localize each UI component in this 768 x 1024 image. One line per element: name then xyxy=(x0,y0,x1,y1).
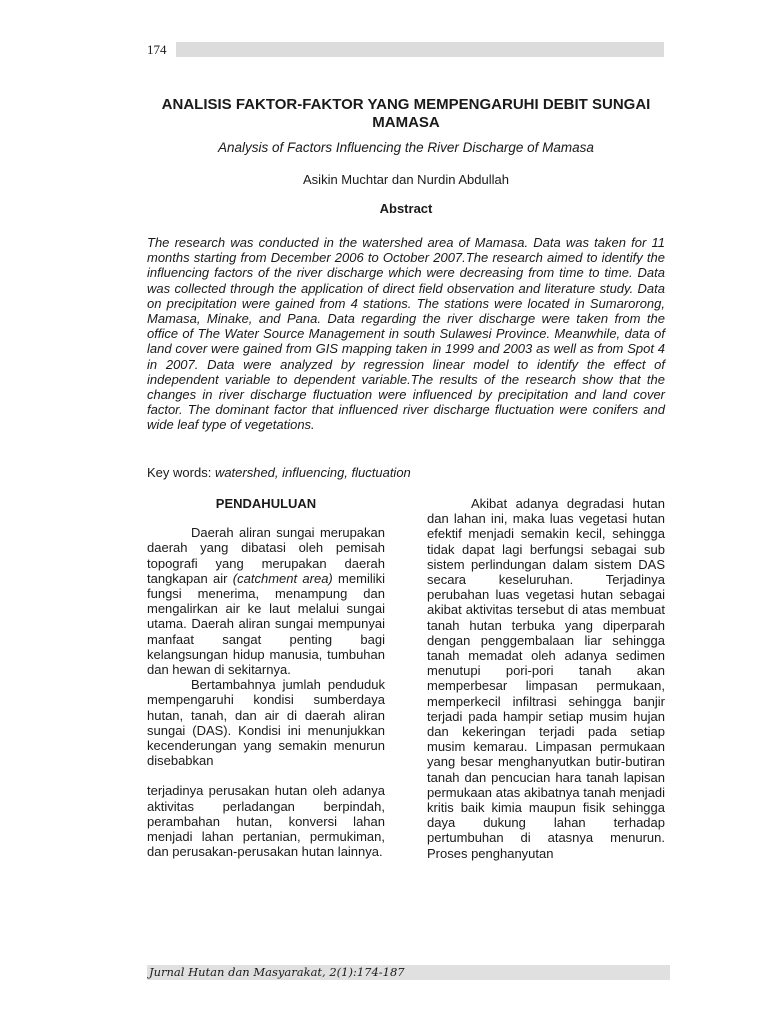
paragraph-degradation: Akibat adanya degradasi hutan dan lahan ini, maka luas vegetasi hutan efektif menjadi semakin kecil, sehingga tidak dapat lagi berfungsi sebagai sub sistem perlindungan dalam sistem DAS secara keseluruhan. Terjadinya perubahan luas vegetasi hutan sebagai akibat aktivitas tersebut di atas membuat tanah hutan terbuka yang diperparah dengan penggembalaan liar sehingga tanah memadat oleh adanya sedimen menutupi pori-pori tanah akan memperbesar limpasan permukaan, memperkecil infiltrasi sehingga banjir terjadi pada hampir setiap musim hujan dan kekeringan terjadi pada setiap musim kemarau. Limpasan permukaan yang besar menghanyutkan butir-butiran tanah dan pencucian hara tanah lapisan permukaan atas akibatnya tanah menjadi kritis baik kimia maupun fisik sehingga daya dukung lahan terhadap pertumbuhan di atasnya menurun. Proses penghanyutan xyxy=(427,496,665,861)
paragraph-intro xyxy=(147,525,385,677)
page-number: 174 xyxy=(147,42,167,57)
abstract-text: The research was conducted in the watershed area of Mamasa. Data was taken for 11 months starting from December 2006 to October 2007.The research aimed to identify the influencing factors of the river discharge which were decreasing from time to time. Data was collected through the application of direct field observation and literature study. Data on precipitation were gained from 4 stations. The stations were located in Sumarorong, Mamasa, Minake, and Pana. Data regarding the river discharge were taken from the office of The Water Source Management in south Sulawesi Province. Meanwhile, data of land cover were gained from GIS mapping taken in 1999 and 2003 as well as from Spot 4 in 2007. Data were analyzed by regression linear model to identify the effect of independent variable to dependent variable.The results of the research show that the changes in river discharge fluctuation were influenced by precipitation and land cover factor. The dominant factor that influenced river discharge fluctuation were conifers and wide leaf type of vegetations. xyxy=(147,235,665,433)
paragraph-intro-part-2: memiliki fungsi menerima, menampung dan mengalirkan air ke laut melalui sungai utama. Daerah aliran sungai mempunyai manfaat sangat penting bagi kelangsungan hidup manusia, tumbuhan dan hewan di sekitarnya. xyxy=(147,570,385,678)
paragraph-population: Bertambahnya jumlah penduduk mempengaruhi kondisi sumberdaya hutan, tanah, dan air di daerah aliran sungai (DAS). Kondisi ini menunjukkan kecenderungan yang semakin menurun disebabkan xyxy=(147,677,385,769)
paragraph-intro-catchment-term: (catchment area) xyxy=(232,570,333,586)
keywords-label: Key words: xyxy=(147,465,212,480)
section-heading-pendahuluan: PENDAHULUAN xyxy=(215,496,317,511)
footer-journal-citation: Jurnal Hutan dan Masyarakat, 2(1):174-187 xyxy=(149,965,405,979)
article-authors: Asikin Muchtar dan Nurdin Abdullah xyxy=(303,172,509,187)
article-title: ANALISIS FAKTOR-FAKTOR YANG MEMPENGARUHI DEBIT SUNGAI MAMASA xyxy=(161,96,651,131)
abstract-heading: Abstract xyxy=(379,201,433,216)
keywords-values: watershed, influencing, fluctuation xyxy=(214,465,411,480)
paragraph-intro-part-1: Daerah aliran sungai merupakan daerah yang dibatasi oleh pemisah topografi yang merupakan daerah tangkapan air xyxy=(147,525,385,586)
paragraph-forest-damage: terjadinya perusakan hutan oleh adanya aktivitas perladangan berpindah, perambahan hutan, konversi lahan menjadi lahan pertanian, permukiman, dan perusakan-perusakan hutan lainnya. xyxy=(147,783,385,860)
left-column xyxy=(147,496,385,859)
article-subtitle: Analysis of Factors Influencing the River Discharge of Mamasa xyxy=(218,140,594,155)
right-column xyxy=(427,496,665,861)
header-rule-bar xyxy=(176,42,664,57)
keywords xyxy=(147,465,665,480)
